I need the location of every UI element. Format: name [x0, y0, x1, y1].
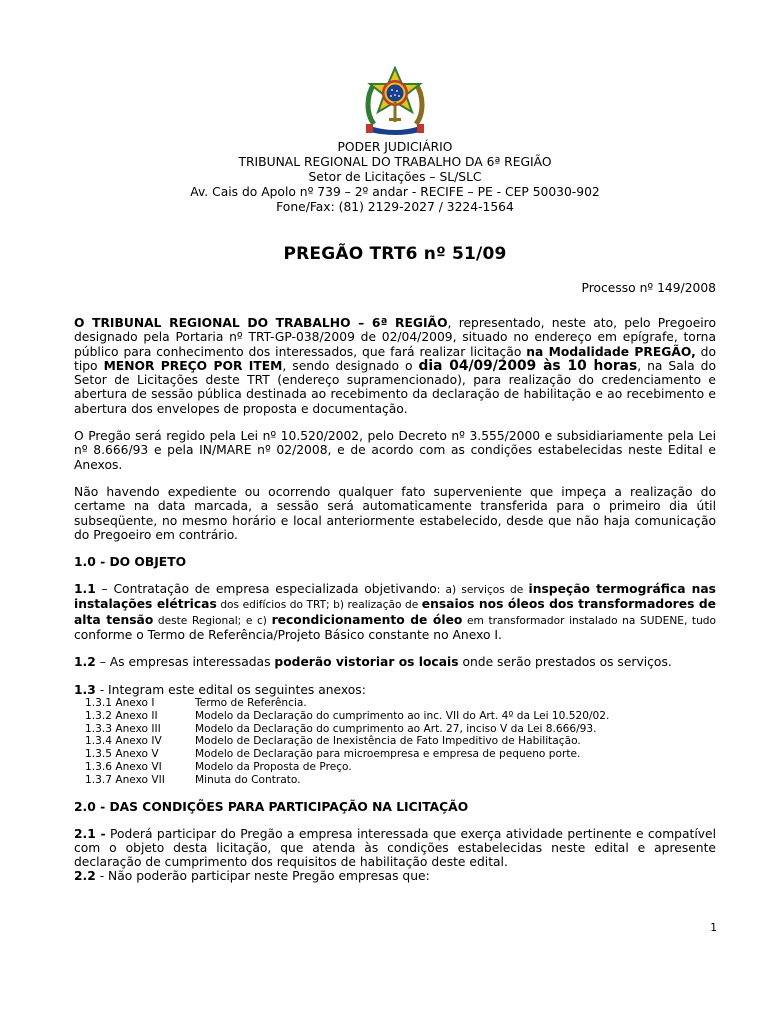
annex-code: 1.3.6 Anexo VI [85, 760, 162, 773]
annex-row [74, 710, 716, 723]
intro-paragraph [74, 316, 716, 416]
clause-emphasis: ensaios nos óleos dos transformadores de alta tensão [74, 597, 716, 627]
rescheduling-paragraph: Não havendo expediente ou ocorrendo qualquer fato superveniente que impeça a realização do certame na data marcada, a sessão será automaticamente transferida para o primeiro dia útil subseqüente, no mesmo horário e local anteriormente estabelecido, desde que não haja comunicação do Pregoeiro em contrário. [74, 484, 716, 542]
intro-text: , sendo designado o [282, 358, 419, 373]
modality: na Modalidade PREGÃO, [526, 344, 696, 359]
bid-type: MENOR PREÇO POR ITEM [103, 358, 283, 373]
letterhead-line: PODER JUDICIÁRIO [337, 140, 453, 154]
clause-text: - Integram este edital os seguintes anexos: [95, 682, 366, 697]
clause-text: em transformador instalado na SUDENE, tudo [462, 614, 717, 627]
annex-code: 1.3.5 Anexo V [85, 748, 159, 761]
clause-text: dos edifícios do TRT; b) realização de [216, 599, 422, 612]
annex-description: Modelo da Declaração do cumprimento ao Art. 27, inciso V da Lei 8.666/93. [195, 722, 597, 735]
clause-1-2 [74, 655, 716, 669]
annex-code: 1.3.7 Anexo VII [85, 773, 165, 786]
letterhead [74, 140, 716, 215]
section-heading: 2.0 - DAS CONDIÇÕES PARA PARTICIPAÇÃO NA LICITAÇÃO [74, 799, 469, 814]
intro-text: , representado, neste ato, pelo Pregoeiro designado pela Portaria nº TRT-GP-038/2009 de 02/04/2009, situado no endereço em epígrafe, torna público para conhecimento dos interessados, que fará realizar licitação [74, 316, 716, 359]
annex-description: Termo de Referência. [195, 696, 307, 709]
annex-description: Minuta do Contrato. [195, 773, 301, 786]
clause-number: 1.3 [74, 682, 96, 697]
page-number: 1 [710, 922, 717, 934]
clause-text: onde serão prestados os serviços. [458, 655, 672, 670]
letterhead-line: Setor de Licitações – SL/SLC [308, 170, 482, 184]
annex-code: 1.3.3 Anexo III [85, 722, 161, 735]
annex-code: 1.3.1 Anexo I [85, 696, 155, 709]
document-page [74, 66, 716, 884]
clause-emphasis: inspeção termográfica nas instalações elétricas [74, 582, 717, 612]
annex-code: 1.3.4 Anexo IV [85, 735, 162, 748]
clause-text: – As empresas interessadas [95, 655, 275, 670]
clause-number: 2.1 - [74, 826, 106, 841]
annex-code: 1.3.2 Anexo II [85, 709, 158, 722]
annex-row [74, 761, 716, 774]
coat-of-arms-seal [362, 66, 428, 138]
clause-emphasis: poderão vistoriar os locais [274, 655, 459, 670]
clause-2-1 [74, 827, 716, 870]
annex-row [74, 735, 716, 748]
annex-description: Modelo de Declaração de Inexistência de Fato Impeditivo de Habilitação. [195, 735, 581, 748]
section-heading: 1.0 - DO OBJETO [74, 555, 187, 570]
letterhead-line: TRIBUNAL REGIONAL DO TRABALHO DA 6ª REGIÃO [238, 155, 552, 169]
annex-description: Modelo da Declaração do cumprimento ao inc. VII do Art. 4º da Lei 10.520/02. [195, 709, 610, 722]
document-title: PREGÃO TRT6 nº 51/09 [283, 244, 507, 264]
letterhead-line: Fone/Fax: (81) 2129-2027 / 3224-1564 [276, 200, 514, 214]
annex-row [74, 723, 716, 736]
annex-row [74, 697, 716, 710]
clause-text: deste Regional; e c) [153, 614, 272, 627]
annex-description: Modelo da Proposta de Preço. [195, 760, 352, 773]
clause-text: : a) serviços de [436, 584, 529, 597]
clause-emphasis: recondicionamento de óleo [271, 612, 463, 627]
clause-2-2 [74, 869, 716, 883]
legal-basis-paragraph: O Pregão será regido pela Lei nº 10.520/2002, pelo Decreto nº 3.555/2000 e subsidiariamente pela Lei nº 8.666/93 e pela IN/MARE nº 02/2008, e de acordo com as condições estabelecidas neste Edital e Anexos. [74, 429, 716, 472]
letterhead-line: Av. Cais do Apolo nº 739 – 2º andar - RECIFE – PE - CEP 50030-902 [190, 185, 600, 199]
clause-number: 1.1 [74, 582, 96, 597]
clause-text: - Não poderão participar neste Pregão empresas que: [95, 869, 430, 884]
annex-row [74, 748, 716, 761]
process-number: Processo nº 149/2008 [581, 281, 716, 295]
session-date: dia 04/09/2009 às 10 horas [418, 357, 638, 374]
clause-text: conforme o Termo de Referência/Projeto Básico constante no Anexo I. [74, 628, 502, 643]
clause-text: Poderá participar do Pregão a empresa interessada que exerça atividade pertinente e compatível com o objeto desta licitação, que atenda às condições estabelecidas neste edital e apresente declaração de cumprimento dos requisitos de habilitação deste edital. [74, 826, 717, 870]
clause-text: – Contratação de empresa especializada objetivando [95, 582, 437, 597]
clause-number: 1.2 [74, 655, 96, 670]
clause-1-1 [74, 582, 716, 642]
annex-row [74, 774, 716, 787]
intro-text: , na Sala do Setor de Licitações deste TRT (endereço supramencionado), para realização do credenciamento e abertura de sessão pública destinada ao recebimento da declaração de habilitação e ao recebimento e abertura dos envelopes de proposta e documentação. [74, 358, 717, 416]
org-name: O TRIBUNAL REGIONAL DO TRABALHO – 6ª REGIÃO [74, 316, 448, 330]
intro-text: do tipo [74, 344, 716, 373]
clause-1-3 [74, 683, 716, 697]
annex-list [74, 697, 716, 787]
clause-number: 2.2 [74, 869, 96, 884]
annex-description: Modelo de Declaração para microempresa e empresa de pequeno porte. [195, 748, 581, 761]
